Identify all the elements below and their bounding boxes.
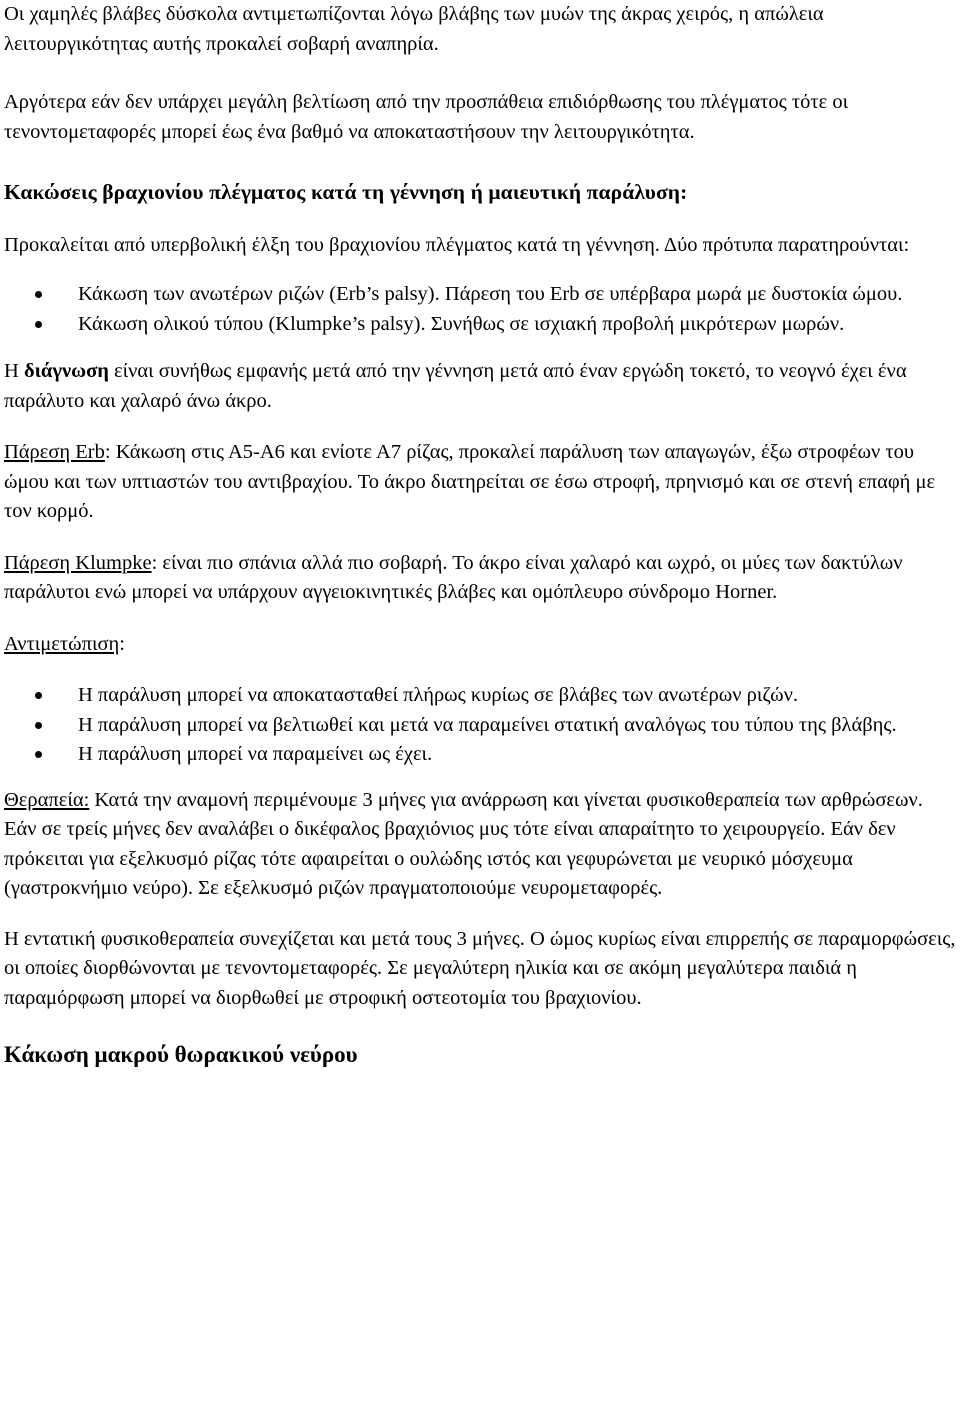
therapy-term: Θεραπεία: (4, 788, 90, 811)
klumpke-text: : είναι πιο σπάνια αλλά πιο σοβαρή. Το άκρο είναι χαλαρό και ωχρό, οι μύες των δακτύλων παράλυτοι ενώ μπορεί να υπάρχουν αγγειοκινητικές βλάβες και ομόπλευρο σύνδρομο Horner. (4, 551, 903, 603)
klumpke-term: Πάρεση Klumpke (4, 551, 152, 574)
list-item (4, 681, 956, 711)
list-item-text: Η παράλυση μπορεί να βελτιωθεί και μετά να παραμείνει στατική αναλόγως του τύπου της βλάβης. (78, 713, 897, 736)
bullet-icon (35, 722, 42, 729)
document-page (4, 0, 956, 1070)
list-item (4, 280, 956, 310)
paragraph-therapy (4, 786, 956, 904)
diagnosis-term: διάγνωση (23, 360, 109, 382)
treatment-term: Αντιμετώπιση (4, 632, 120, 655)
heading-long-thoracic-nerve: Κάκωση μακρού θωρακικού νεύρου (4, 1042, 358, 1067)
heading-obstetric-palsy: Κακώσεις βραχιονίου πλέγματος κατά τη γέννηση ή μαιευτική παράλυση: (4, 180, 688, 204)
diagnosis-prefix: Η (4, 360, 24, 382)
list-item-text: Η παράλυση μπορεί να αποκατασταθεί πλήρως κυρίως σε βλάβες των ανωτέρων ριζών. (78, 684, 799, 706)
list-item-text: Κάκωση των ανωτέρων ριζών (Erb’s palsy). Πάρεση του Erb σε υπέρβαρα μωρά με δυστοκία ώμου. (78, 283, 903, 305)
list-item-text: Κάκωση ολικού τύπου (Klumpke’s palsy). Συνήθως σε ισχιακή προβολή μικρότερων μωρών. (78, 312, 845, 335)
paragraph-erb (4, 438, 956, 527)
list-item (4, 711, 956, 741)
paragraph-physiotherapy: Η εντατική φυσικοθεραπεία συνεχίζεται και μετά τους 3 μήνες. Ο ώμος κυρίως είναι επιρρεπής σε παραμορφώσεις, οι οποίες διορθώνονται με τενοντομεταφορές. Σε μεγαλύτερη ηλικία και σε ακόμη μεγαλύτερα παιδιά η παραμόρφωση μπορεί να διορθωθεί με στροφική οστεοτομία του βραχιονίου. (4, 927, 956, 1009)
erb-text: : Κάκωση στις Α5-Α6 και ενίοτε Α7 ρίζας, προκαλεί παράλυση των απαγωγών, έξω στροφέων του ώμου και των υπτιαστών του αντιβραχίου. Το άκρο διατηρείται σε έσω στροφή, πρηνισμό και σε στενή επαφή με τον κορμό. (4, 441, 936, 522)
list-item (4, 740, 956, 770)
paragraph-klumpke (4, 549, 956, 608)
list-item (4, 310, 956, 340)
patterns-list (4, 280, 956, 339)
bullet-icon (35, 692, 42, 699)
bullet-icon (35, 321, 42, 328)
paragraph-treatment-label (4, 630, 956, 660)
diagnosis-text: είναι συνήθως εμφανής μετά από την γέννηση μετά από έναν εργώδη τοκετό, το νεογνό έχει ένα παράλυτο και χαλαρό άνω άκρο. (4, 360, 907, 412)
therapy-text: Κατά την αναμονή περιμένουμε 3 μήνες για ανάρρωση και γίνεται φυσικοθεραπεία των αρθρώσεων. Εάν σε τρείς μήνες δεν αναλάβει ο δικέφαλος βραχιόνιος μυς τότε είναι απαραίτητο το χειρουργείο. Εάν δεν πρόκειται για εξελκυσμό ρίζας τότε αφαιρείται ο ουλώδης ιστός και γεφυρώνεται με νευρικό μόσχευμα (γαστροκνήμιο νεύρο). Σε εξελκυσμό ριζών πραγματοποιούμε νευρομεταφορές. (4, 788, 923, 899)
list-item-text: Η παράλυση μπορεί να παραμείνει ως έχει. (78, 743, 433, 765)
erb-term: Πάρεση Erb (4, 441, 105, 463)
paragraph-tendon-transfers: Αργότερα εάν δεν υπάρχει μεγάλη βελτίωση από την προσπάθεια επιδιόρθωσης του πλέγματος τότε οι τενοντομεταφορές μπορεί έως ένα βαθμό να αποκαταστήσουν την λειτουργικότητα. (4, 91, 849, 143)
paragraph-cause: Προκαλείται από υπερβολική έλξη του βραχιονίου πλέγματος κατά τη γέννηση. Δύο πρότυπα παρατηρούνται: (4, 233, 910, 256)
bullet-icon (35, 291, 42, 298)
paragraph-diagnosis (4, 357, 956, 416)
treatment-list (4, 681, 956, 770)
paragraph-low-lesions: Οι χαμηλές βλάβες δύσκολα αντιμετωπίζονται λόγω βλάβης των μυών της άκρας χειρός, η απώλεια λειτουργικότητας αυτής προκαλεί σοβαρή αναπηρία. (4, 3, 824, 55)
treatment-colon: : (119, 632, 125, 655)
bullet-icon (35, 751, 42, 758)
